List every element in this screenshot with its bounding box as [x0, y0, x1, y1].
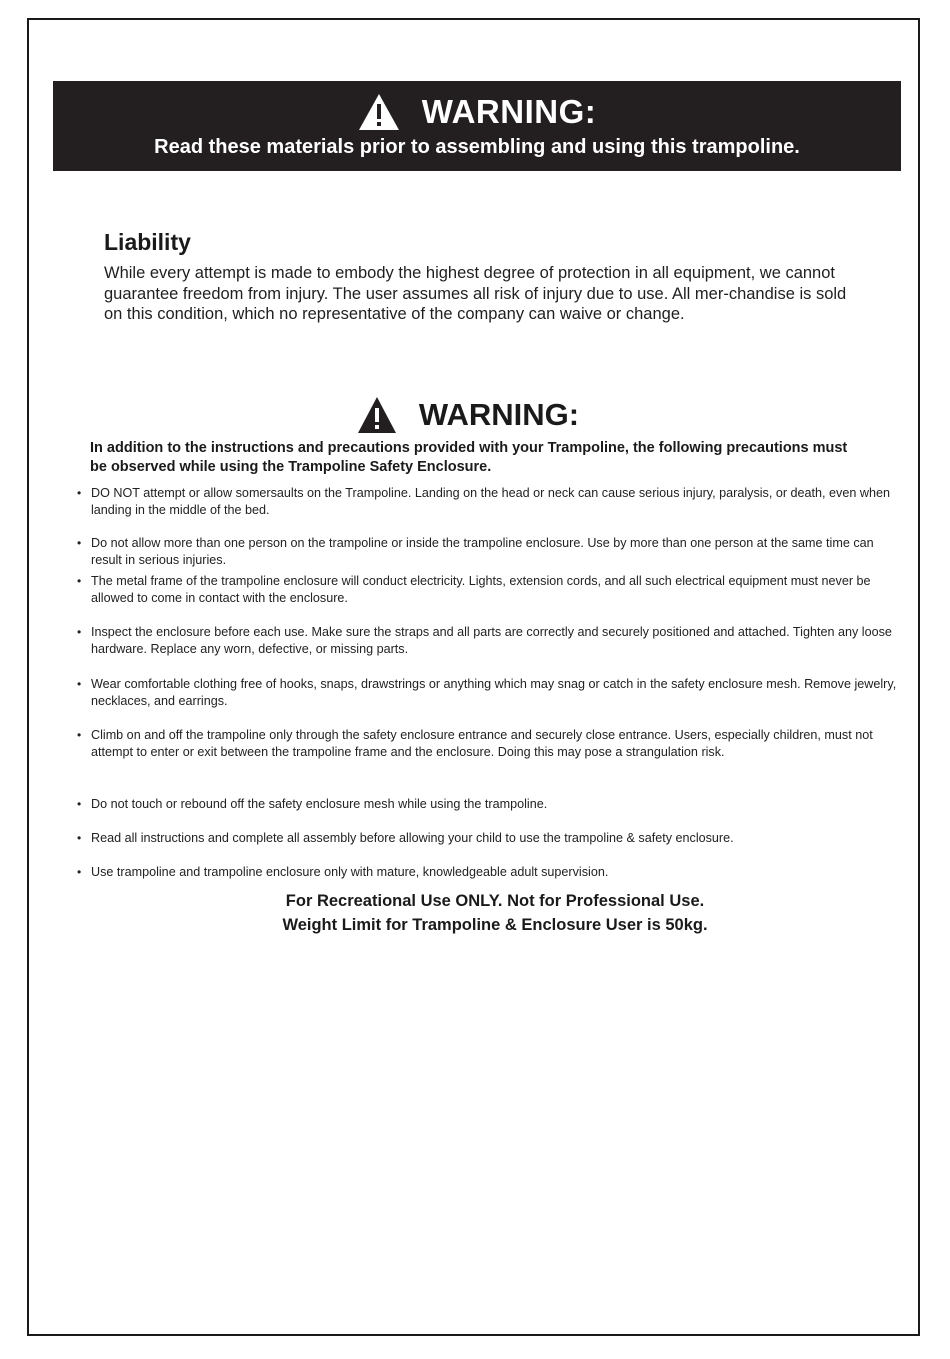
bullet-marker: • [77, 677, 82, 691]
bullet-marker: • [77, 486, 82, 500]
bullet-marker: • [77, 574, 82, 588]
list-item-text: Read all instructions and complete all assembly before allowing your child to use the trampoline & safety enclosure. [91, 831, 734, 845]
list-item [77, 485, 907, 519]
bullet-marker: • [77, 865, 82, 879]
list-item-text: Wear comfortable clothing free of hooks, snaps, drawstrings or anything which may snag or catch in the safety enclosure mesh. Remove jewelry, necklaces, and earrings. [91, 677, 897, 708]
warning-triangle-icon [357, 396, 397, 434]
warning-heading [0, 396, 950, 434]
list-item-text: Climb on and off the trampoline only through the safety enclosure entrance and securely close entrance. Users, especially children, must not attempt to enter or exit between the trampoline frame and the enclosure. Doing this may pose a strangulation risk. [91, 728, 873, 759]
list-item [77, 864, 907, 881]
bullet-marker: • [77, 797, 82, 811]
bullet-marker: • [77, 536, 82, 550]
liability-heading: Liability [104, 229, 191, 255]
usage-notice [0, 889, 950, 937]
list-item [77, 830, 907, 847]
warning-triangle-icon [358, 93, 400, 131]
list-item [77, 676, 907, 710]
banner-title: WARNING: [421, 93, 597, 130]
banner-subtitle: Read these materials prior to assembling and using this trampoline. [154, 136, 800, 158]
warning-title: WARNING: [418, 397, 580, 432]
list-item-text: DO NOT attempt or allow somersaults on the Trampoline. Landing on the head or neck can cause serious injury, paralysis, or death, even when landing in the middle of the bed. [91, 486, 890, 517]
list-item [77, 573, 907, 607]
list-item-text: The metal frame of the trampoline enclosure will conduct electricity. Lights, extension cords, and all such electrical equipment must never be allowed to come in contact with the enclosure. [91, 574, 871, 605]
list-item [77, 535, 907, 569]
list-item-text: Inspect the enclosure before each use. Make sure the straps and all parts are correctly and securely positioned and attached. Tighten any loose hardware. Replace any worn, defective, or missing parts. [91, 625, 892, 656]
bullet-marker: • [77, 625, 82, 639]
warning-banner [53, 81, 901, 171]
usage-notice-line: For Recreational Use ONLY. Not for Professional Use. [285, 892, 705, 910]
banner-heading [53, 93, 901, 131]
weight-limit-line: Weight Limit for Trampoline & Enclosure User is 50kg. [282, 916, 708, 934]
bullet-marker: • [77, 831, 82, 845]
liability-paragraph: While every attempt is made to embody the highest degree of protection in all equipment, we cannot guarantee freedom from injury. The user assumes all risk of injury due to use. All mer-chandise is sold on this condition, which no representative of the company can waive or change. [104, 264, 847, 323]
list-item [77, 796, 907, 813]
list-item-text: Use trampoline and trampoline enclosure only with mature, knowledgeable adult supervision. [91, 865, 609, 879]
list-item-text: Do not allow more than one person on the trampoline or inside the trampoline enclosure. Use by more than one person at the same time can result in serious injuries. [91, 536, 874, 567]
warning-intro: In addition to the instructions and precautions provided with your Trampoline, the following precautions must be observed while using the Trampoline Safety Enclosure. [90, 440, 848, 475]
bullet-marker: • [77, 728, 82, 742]
list-item [77, 727, 907, 761]
list-item [77, 624, 907, 658]
list-item-text: Do not touch or rebound off the safety enclosure mesh while using the trampoline. [91, 797, 548, 811]
